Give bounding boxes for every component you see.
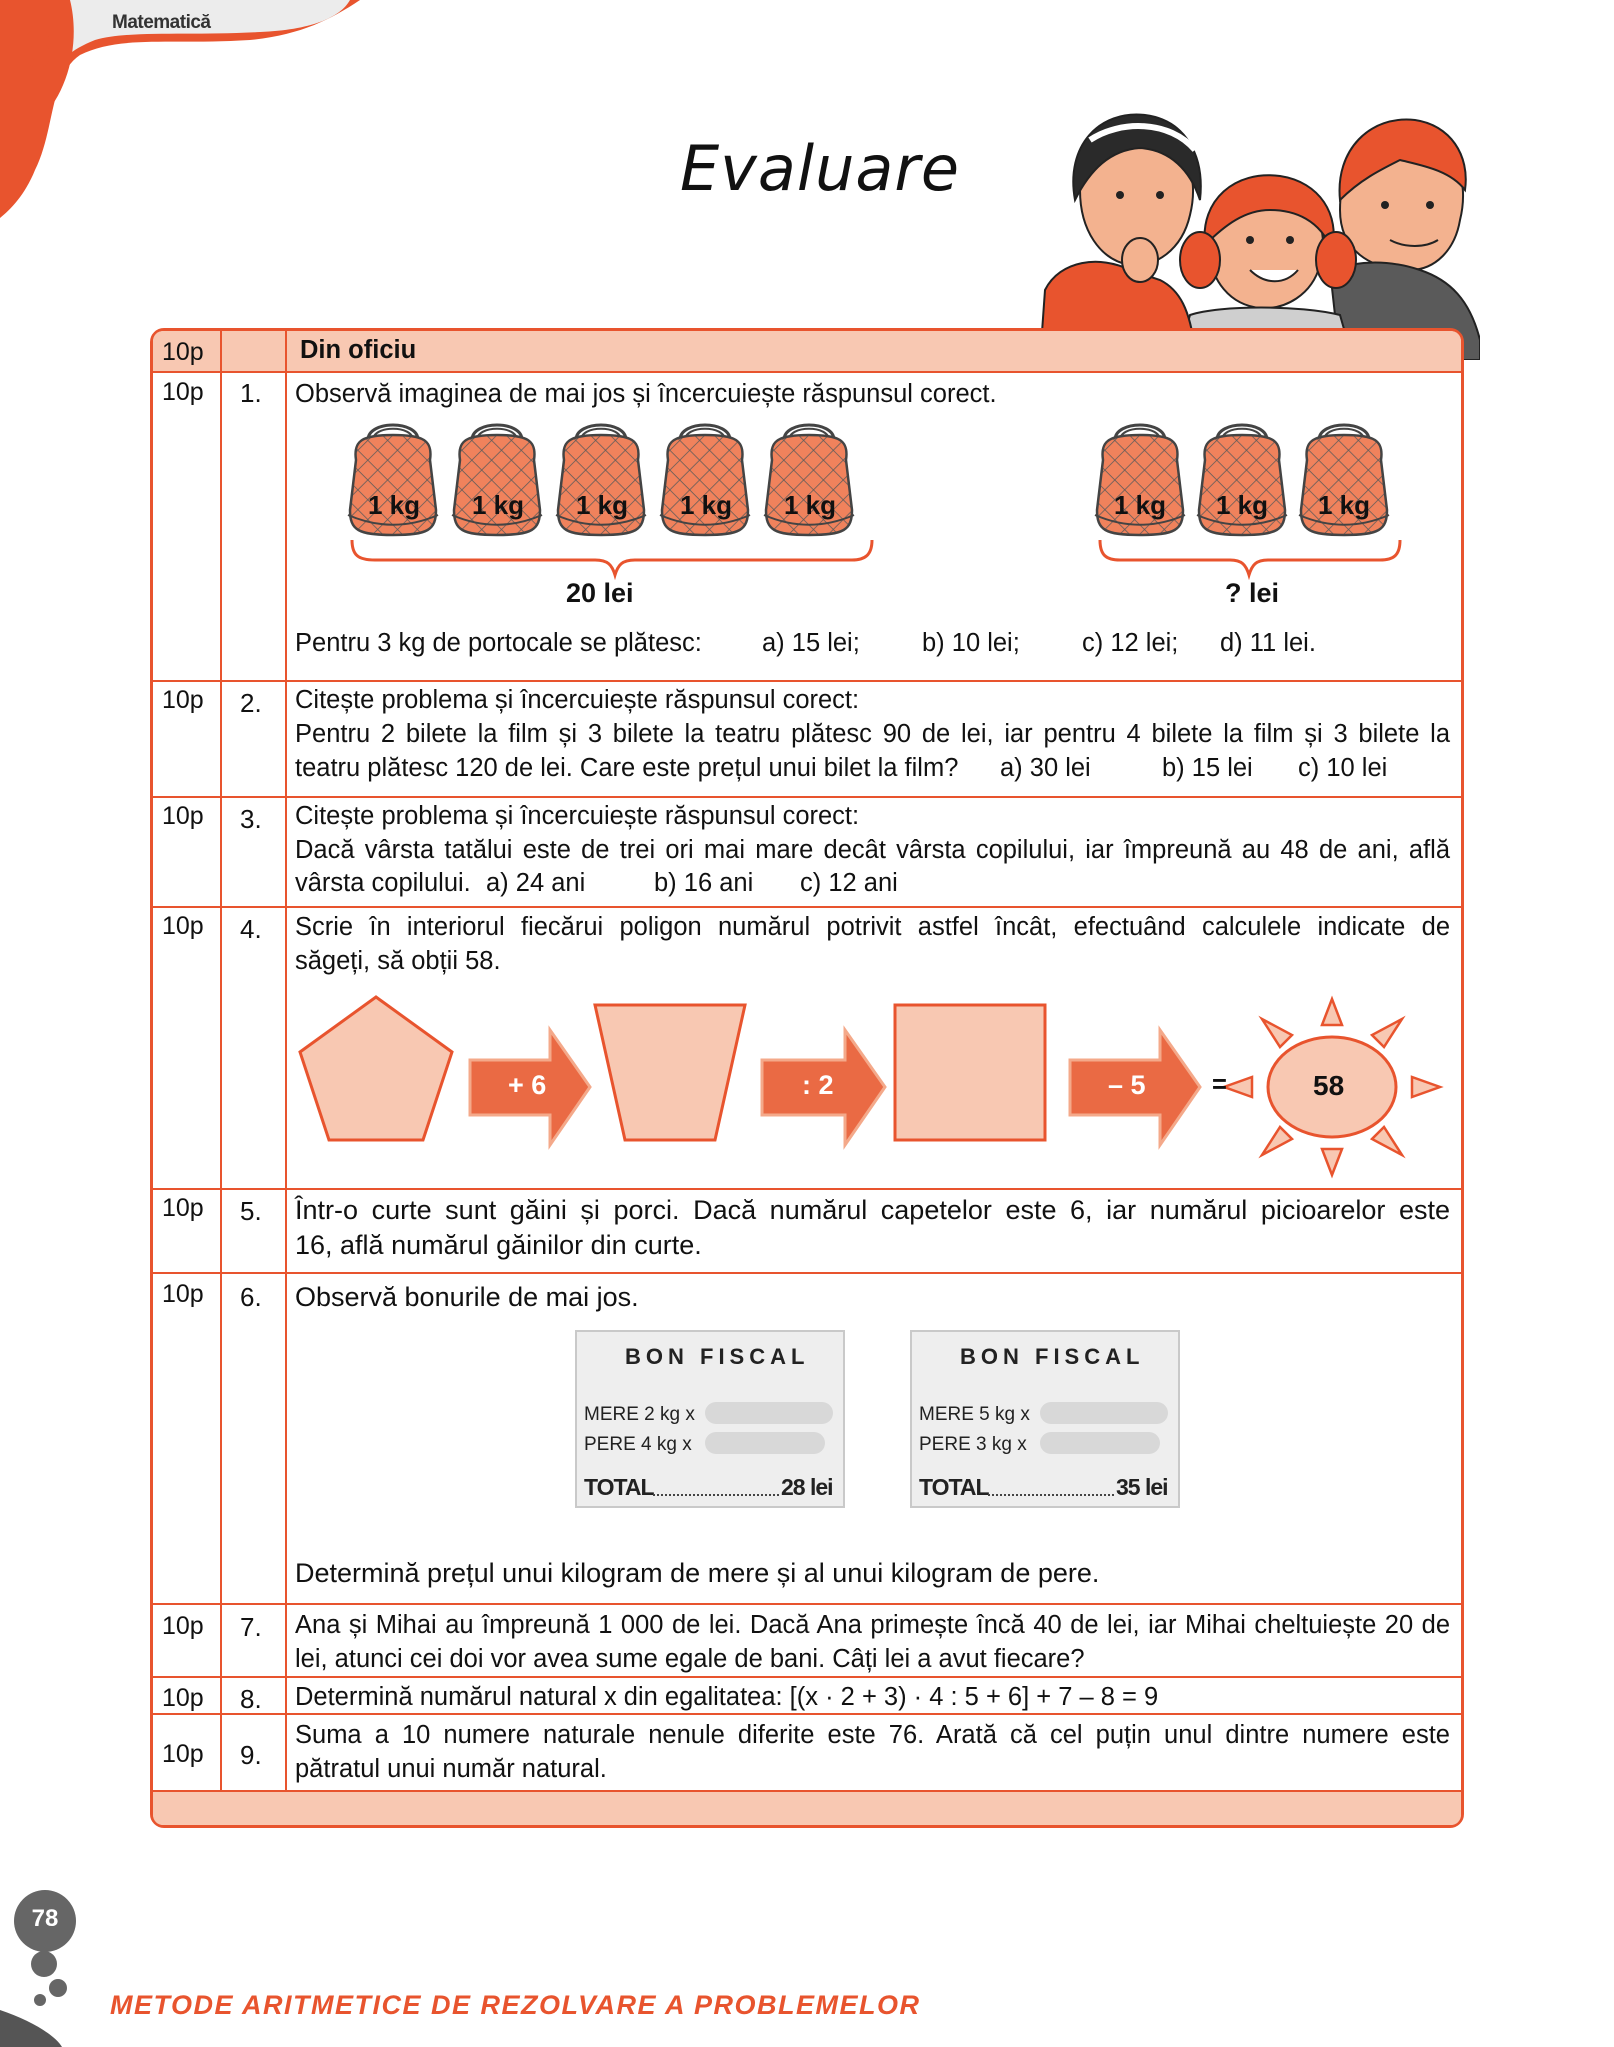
group2-caption: ? lei xyxy=(1225,578,1280,608)
points-label: 10p xyxy=(162,1612,204,1640)
exercise-text: Determină numărul natural x din egalitatea: [(x · 2 + 3) · 4 : 5 + 6] + 7 – 8 = 9 xyxy=(295,1683,1159,1711)
answer-option: b) 10 lei; xyxy=(922,629,1020,657)
receipt-title: BON FISCAL xyxy=(625,1344,810,1369)
bag-label: 1 kg xyxy=(1114,490,1167,520)
operation-label: + 6 xyxy=(508,1070,547,1100)
row-divider xyxy=(153,1272,1461,1274)
dotted-leader xyxy=(988,1494,1114,1496)
exercise6-question: Determină prețul unui kilogram de mere și al unui kilogram de pere. xyxy=(295,1558,1100,1588)
hidden-price-blot xyxy=(1040,1432,1160,1454)
answer-option: b) 16 ani xyxy=(654,869,754,897)
exercise-text: Suma a 10 numere naturale nenule diferite este 76. Arată că cel puțin unul dintre numere este xyxy=(295,1721,1450,1749)
column-divider xyxy=(285,331,287,1790)
bag-label: 1 kg xyxy=(1216,490,1269,520)
exercise-number: 8. xyxy=(240,1684,262,1714)
chapter-title-footer: METODE ARITMETICE DE REZOLVARE A PROBLEMELOR xyxy=(110,1990,921,2020)
receipt-item: MERE 2 kg x xyxy=(584,1404,695,1425)
exercise-text: Ana și Mihai au împreună 1 000 de lei. Dacă Ana primește încă 40 de lei, iar Mihai cheltuiește 20 de xyxy=(295,1611,1450,1639)
subject-label: Matematică xyxy=(112,12,211,33)
dotted-leader xyxy=(653,1494,779,1496)
operation-label: : 2 xyxy=(802,1070,834,1100)
bag-label: 1 kg xyxy=(368,490,421,520)
equals-sign: = xyxy=(1212,1071,1227,1099)
exercise-number: 9. xyxy=(240,1740,262,1770)
row-divider xyxy=(153,1603,1461,1605)
row-divider xyxy=(153,796,1461,798)
row-divider xyxy=(153,680,1461,682)
answer-option: c) 12 lei; xyxy=(1082,629,1179,657)
exercise-text: Într-o curte sunt găini și porci. Dacă numărul capetelor este 6, iar numărul picioarelor este xyxy=(295,1195,1450,1225)
points-label: 10p xyxy=(162,338,204,366)
bag-label: 1 kg xyxy=(472,490,525,520)
group1-caption: 20 lei xyxy=(566,578,634,608)
pentagon-shape xyxy=(300,997,452,1140)
bag-label: 1 kg xyxy=(1318,490,1371,520)
trapezoid-shape xyxy=(595,1005,745,1140)
answer-option: a) 30 lei xyxy=(1000,754,1091,782)
column-divider xyxy=(220,331,222,1790)
exercise-text: săgeți, să obții 58. xyxy=(295,947,501,975)
points-label: 10p xyxy=(162,1740,204,1768)
points-label: 10p xyxy=(162,1280,204,1308)
exercise1-question: Pentru 3 kg de portocale se plătesc: xyxy=(295,629,702,657)
exercise-number: 7. xyxy=(240,1612,262,1642)
polygon-chain-diagram xyxy=(290,985,1460,1180)
exercise-text: 16, află numărul găinilor din curte. xyxy=(295,1230,702,1260)
bag-label: 1 kg xyxy=(576,490,629,520)
footer-decoration xyxy=(0,1860,120,2047)
page-number: 78 xyxy=(31,1905,59,1932)
exercise-text: Dacă vârsta tatălui este de trei ori mai mare decât vârsta copilului, iar împreună au 48 de ani, află xyxy=(295,836,1450,864)
points-label: 10p xyxy=(162,912,204,940)
exercise-number: 3. xyxy=(240,804,262,834)
exercise-number: 1. xyxy=(240,378,262,408)
points-label: 10p xyxy=(162,802,204,830)
receipt-2 xyxy=(910,1330,1180,1508)
chapter-number: 6 xyxy=(22,19,53,79)
answer-option: b) 15 lei xyxy=(1162,754,1253,782)
exercise-text: Citește problema și încercuiește răspunsul corect: xyxy=(295,686,860,714)
row-divider xyxy=(153,371,1461,373)
receipt-total-label: TOTAL xyxy=(584,1474,654,1500)
table-footer-row xyxy=(153,1790,1461,1825)
receipt-1 xyxy=(575,1330,845,1508)
operation-label: – 5 xyxy=(1108,1070,1146,1100)
exercise-text: Pentru 2 bilete la film și 3 bilete la teatru plătesc 90 de lei, iar pentru 4 bilete la film și 3 bilete la xyxy=(295,720,1450,748)
square-shape xyxy=(895,1005,1045,1140)
result-value: 58 xyxy=(1313,1070,1345,1101)
receipt-item: MERE 5 kg x xyxy=(919,1404,1030,1425)
row-divider xyxy=(153,1188,1461,1190)
corner-decoration xyxy=(0,0,360,230)
exercise-text: Observă bonurile de mai jos. xyxy=(295,1282,639,1312)
bag-label: 1 kg xyxy=(784,490,837,520)
exercise-number: 4. xyxy=(240,914,262,944)
answer-option: a) 24 ani xyxy=(486,869,586,897)
exercise-text: vârsta copilului. xyxy=(295,869,471,897)
exercise-number: 5. xyxy=(240,1196,262,1226)
receipt-total-label: TOTAL xyxy=(919,1474,989,1500)
page-title: Evaluare xyxy=(680,132,961,205)
bag-label: 1 kg xyxy=(680,490,733,520)
exercise-number: 2. xyxy=(240,688,262,718)
row-divider xyxy=(153,906,1461,908)
exercise-text: pătratul unui număr natural. xyxy=(295,1755,607,1783)
hidden-price-blot xyxy=(705,1402,833,1424)
exercise-text: lei, atunci cei doi vor avea sume egale de bani. Câți lei a avut fiecare? xyxy=(295,1645,1085,1673)
receipt-title: BON FISCAL xyxy=(960,1344,1145,1369)
receipt-item: PERE 3 kg x xyxy=(919,1434,1027,1455)
answer-option: d) 11 lei. xyxy=(1220,629,1316,657)
exercise-text: Observă imaginea de mai jos și încercuiește răspunsul corect. xyxy=(295,380,997,408)
answer-option: a) 15 lei; xyxy=(762,629,860,657)
hidden-price-blot xyxy=(705,1432,825,1454)
points-label: 10p xyxy=(162,686,204,714)
points-label: 10p xyxy=(162,1684,204,1712)
answer-option: c) 12 ani xyxy=(800,869,898,897)
receipt-total-value: 35 lei xyxy=(1116,1474,1168,1500)
points-label: 10p xyxy=(162,1194,204,1222)
receipt-total-value: 28 lei xyxy=(781,1474,833,1500)
hidden-price-blot xyxy=(1040,1402,1168,1424)
points-label: 10p xyxy=(162,378,204,406)
exercise-text: Scrie în interiorul fiecărui poligon numărul potrivit astfel încât, efectuând calculele indicate de xyxy=(295,913,1450,941)
header-label: Din oficiu xyxy=(300,336,417,364)
exercise-number: 6. xyxy=(240,1282,262,1312)
answer-option: c) 10 lei xyxy=(1298,754,1388,782)
children-illustration xyxy=(1040,110,1480,360)
exercise-text: teatru plătesc 120 de lei. Care este prețul unui bilet la film? xyxy=(295,754,959,782)
receipt-item: PERE 4 kg x xyxy=(584,1434,692,1455)
exercise-text: Citește problema și încercuiește răspunsul corect: xyxy=(295,802,860,830)
